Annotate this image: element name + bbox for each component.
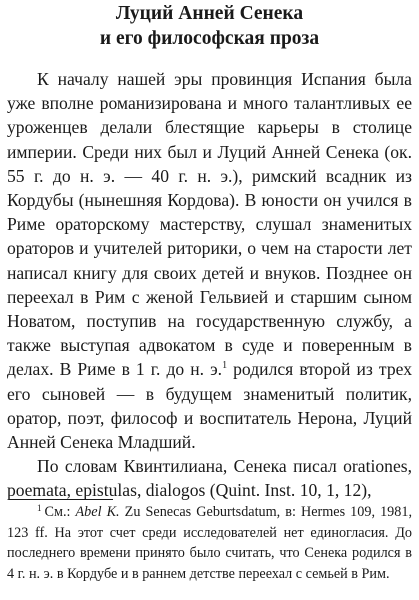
- footnote-prefix: См.:: [44, 504, 76, 520]
- paragraph-1-continuation: родился второй из трех его сыновей — в будущем знаменитый политик, оратор, поэт, философ и воспитатель Нерона, Луций Анней Сенека Младший.: [7, 359, 412, 453]
- chapter-title-line-2: и его философская проза: [99, 28, 320, 49]
- paragraph-2: [7, 454, 412, 502]
- paragraph-2-text: По словам Квинтилиана, Сенека писал orationes, poemata, epistulas, dialogos (Quint. Inst. 10, 1, 12),: [7, 456, 412, 501]
- footnote: [7, 502, 412, 584]
- footnote-author: Abel K.: [75, 504, 120, 520]
- footnote-divider: [9, 499, 113, 500]
- chapter-title: [7, 0, 412, 51]
- footnote-text: Zu Senecas Geburtsdatum, в: Hermes 109, 1981, 123 ff. На этот счет среди исследователей нет единогласия. До последнего времени принято было считать, что Сенека родился в 4 г. н. э. в Кордубе и в раннем детстве переехал с семьей в Рим.: [7, 504, 412, 582]
- footnote-number: 1: [37, 503, 42, 513]
- main-text: [7, 67, 412, 503]
- paragraph-1-text: К началу нашей эры провинция Испания была уже вполне романизирована и много талантливых ее уроженцев делали блестящие карьеры в столице империи. Среди них был и Луций Анней Сенека (ок. 55 г. до н. э. — 40 г. н. э.), римский всадник из Кордубы (нынешняя Кордова). В юности он учился в Риме ораторскому мастерству, слушал знаменитых ораторов и учителей риторики, о чем на старости лет написал книгу для своих детей и внуков. Позднее он переехал в Рим с женой Гельвией и старшим сыном Новатом, поступив на государственную службу, а также выступая адвокатом в суде и поверенным в делах. В Риме в 1 г. до н. э.: [7, 69, 412, 380]
- footnote-reference[interactable]: 1: [222, 360, 228, 372]
- paragraph-1: [7, 67, 412, 454]
- chapter-title-line-1: Луций Анней Сенека: [115, 3, 304, 24]
- book-page: [7, 0, 412, 600]
